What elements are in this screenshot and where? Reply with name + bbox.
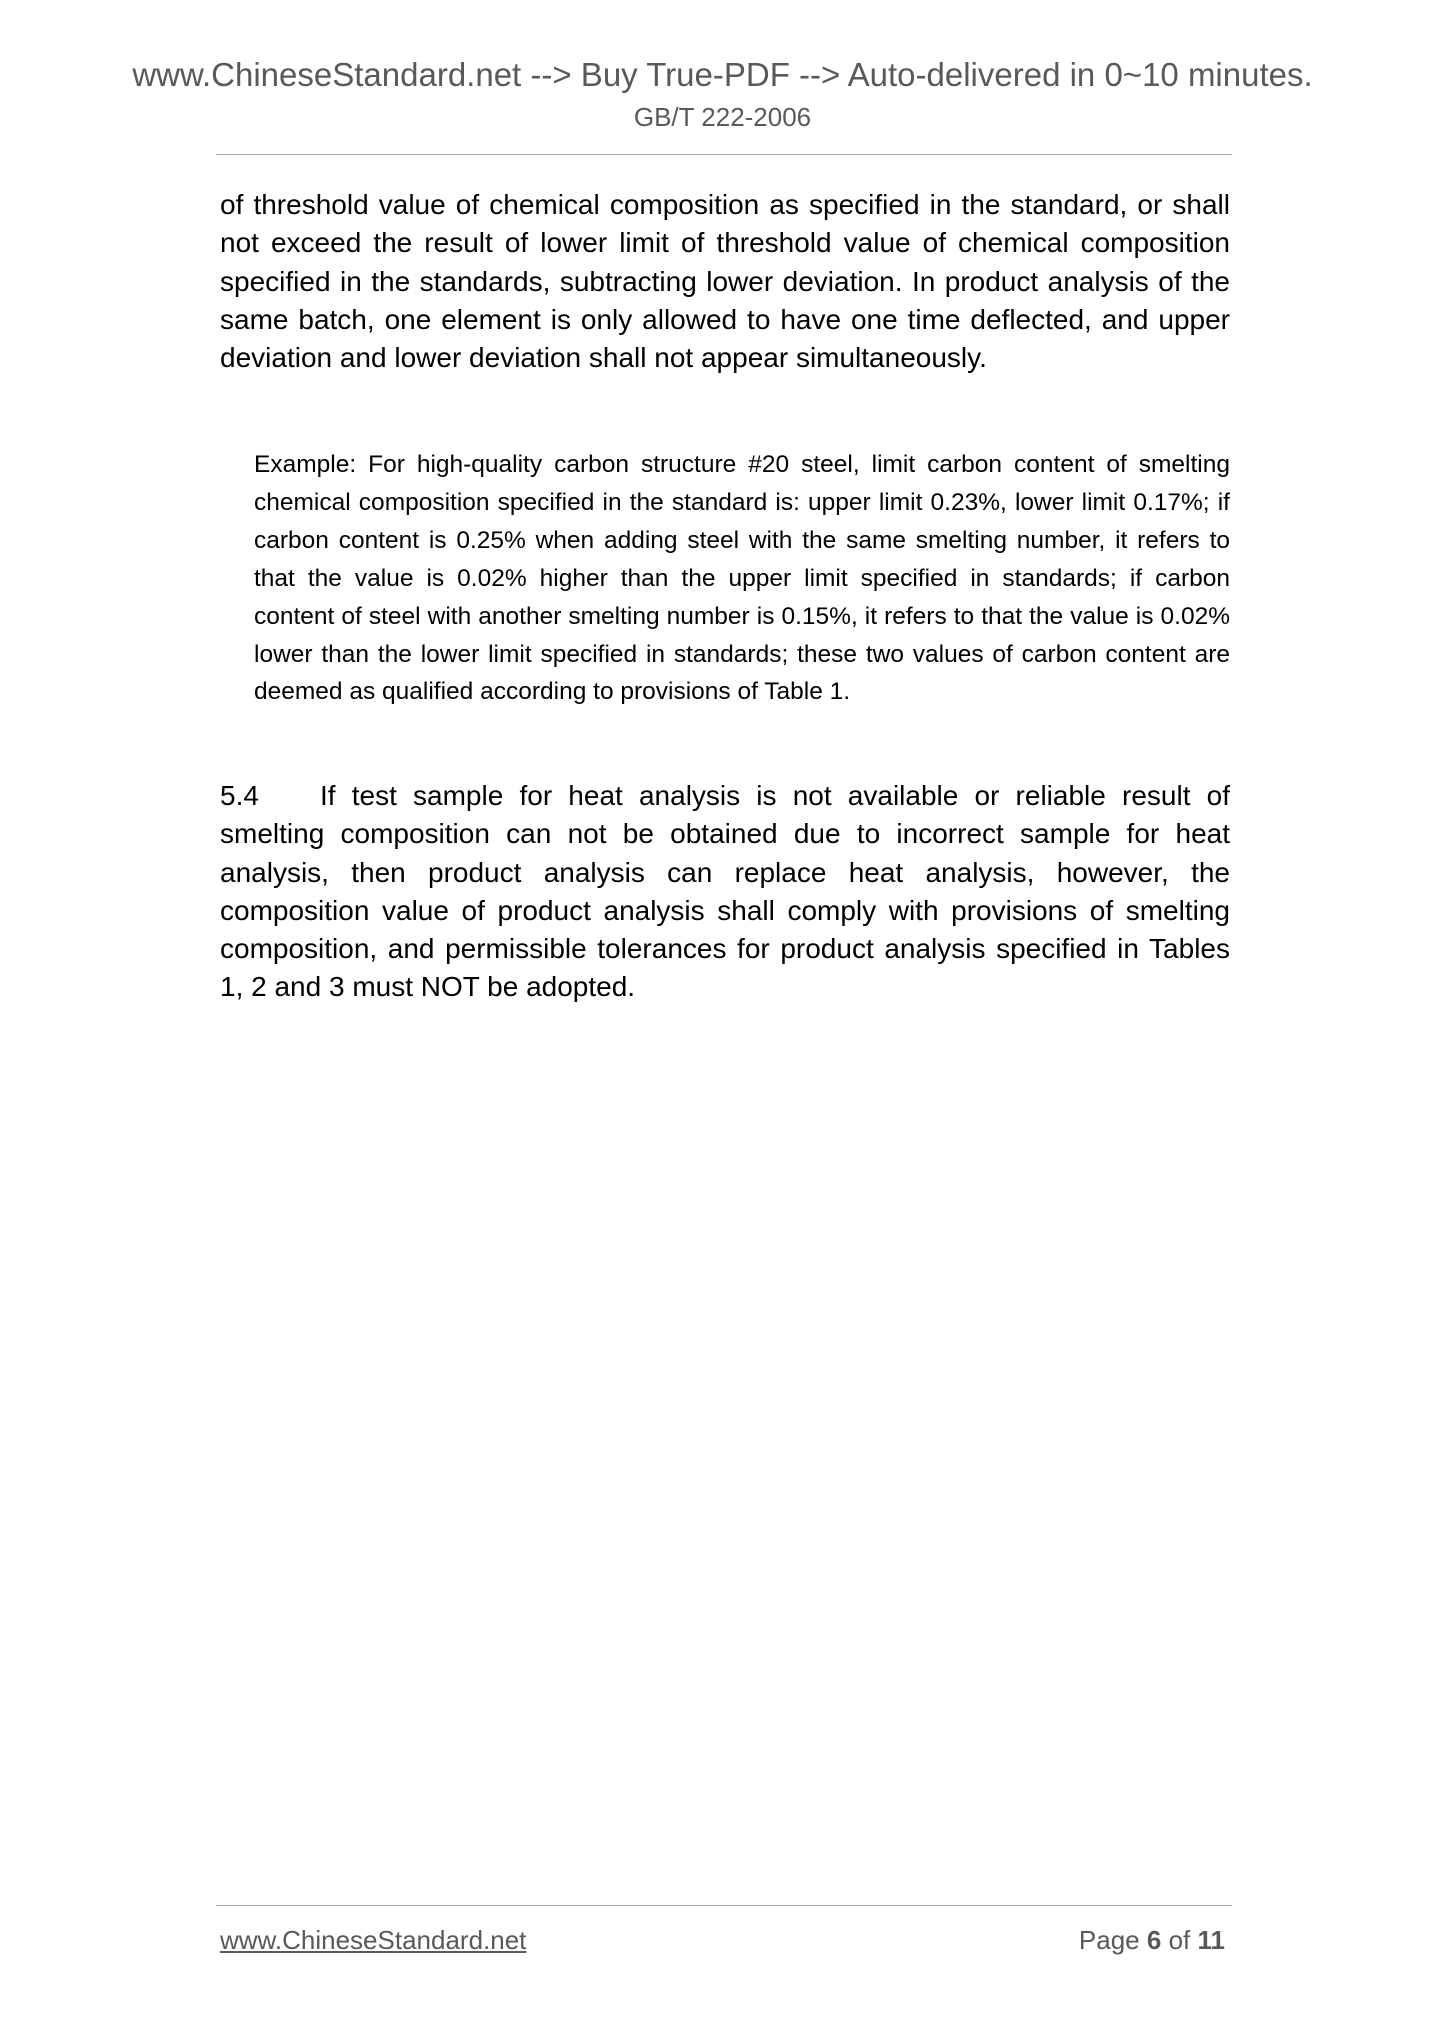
section-5-4 <box>220 777 1230 1007</box>
footer-website-link[interactable]: www.ChineseStandard.net <box>220 1925 527 1955</box>
page-prefix: Page <box>1078 1925 1140 1955</box>
section-number: 5.4 <box>220 780 259 811</box>
page-of: of <box>1168 1925 1191 1955</box>
current-page-number: 6 <box>1146 1925 1162 1955</box>
total-pages: 11 <box>1197 1925 1225 1955</box>
section-text: If test sample for heat analysis is not available or reliable result of smelting composition can not be obtained due to incorrect sample for heat analysis, then product analysis can replace heat analysis, however, the composition value of product analysis shall comply with provisions of smelting composition, and permissible tolerances for product analysis specified in Tables 1, 2 and 3 must NOT be adopted. <box>220 780 1230 1003</box>
page-indicator <box>1079 1925 1225 1956</box>
header-divider <box>216 154 1232 155</box>
body-paragraph: of threshold value of chemical composition as specified in the standard, or shall not exceed the result of lower limit of threshold value of chemical composition specified in the standards, subtracting lower deviation. In product analysis of the same batch, one element is only allowed to have one time deflected, and upper deviation and lower deviation shall not appear simultaneously. <box>220 189 1230 374</box>
example-paragraph: Example: For high-quality carbon structure #20 steel, limit carbon content of smelting chemical composition specified in the standard is: upper limit 0.23%, lower limit 0.17%; if carbon content is 0.25% when adding steel with the same smelting number, it refers to that the value is 0.02% higher than the upper limit specified in standards; if carbon content of steel with another smelting number is 0.15%, it refers to that the value is 0.02% lower than the lower limit specified in standards; these two values of carbon content are deemed as qualified according to provisions of Table 1. <box>254 451 1230 706</box>
standard-code: GB/T 222-2006 <box>633 102 812 132</box>
footer-divider <box>216 1905 1232 1906</box>
header-banner: www.ChineseStandard.net --> Buy True-PDF --> Auto-delivered in 0~10 minutes. <box>132 56 1313 93</box>
